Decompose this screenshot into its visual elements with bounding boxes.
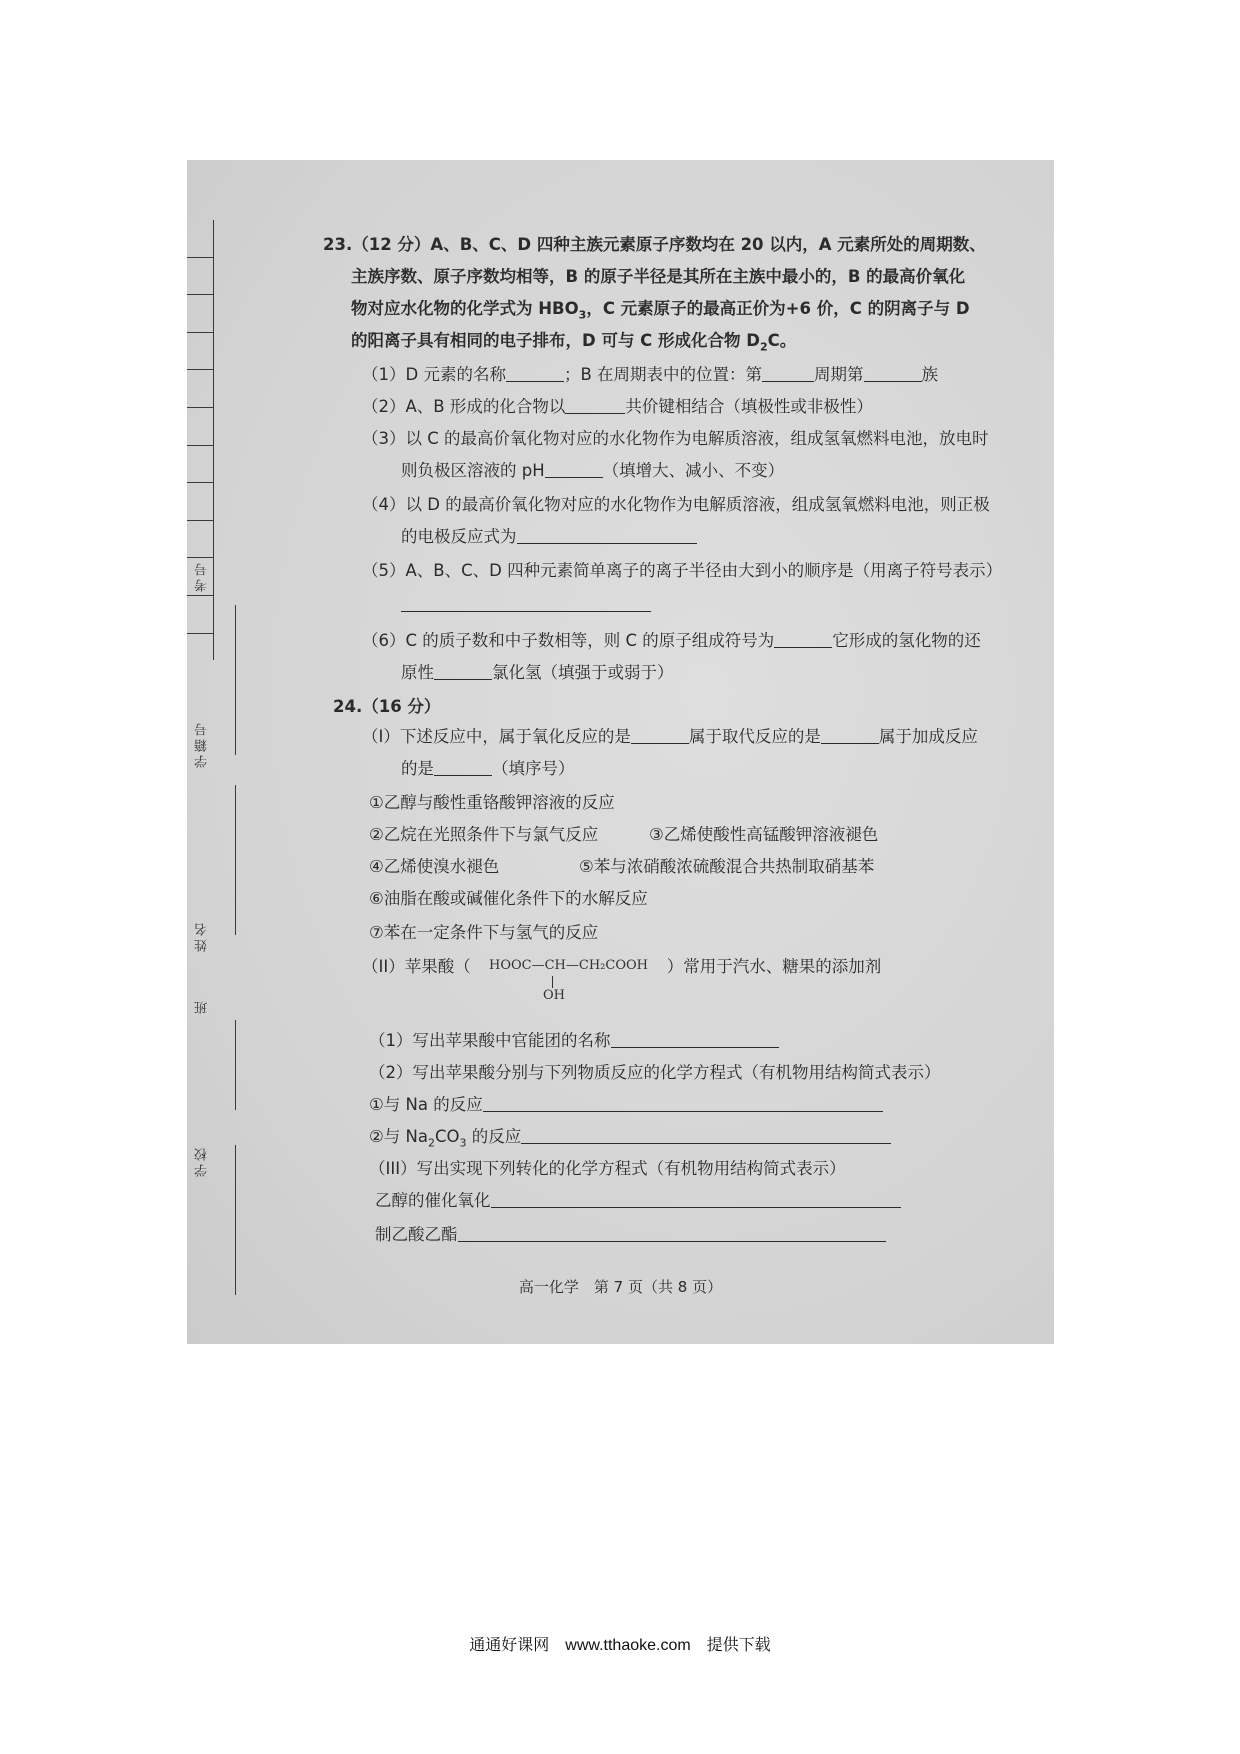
class-label: 班 (195, 998, 210, 1014)
seat-number-grid (187, 220, 214, 660)
answer-blank[interactable] (762, 365, 814, 382)
class-line (235, 1020, 236, 1110)
q24-part1b: 的是 （填序号） (401, 759, 575, 778)
q24-iii: （III）写出实现下列转化的化学方程式（有机物用结构简式表示） (369, 1159, 846, 1178)
student-no-label: 学籍号 (195, 720, 210, 768)
answer-blank[interactable] (521, 1127, 891, 1144)
q23-part6b: 原性 氯化氢（填强于或弱于） (401, 663, 674, 682)
malic-acid-structure: HOOC—CH—CH₂COOH (489, 958, 648, 973)
reaction-4: ④乙烯使溴水褪色 (369, 857, 500, 876)
q24-ii-1: （1）写出苹果酸中官能团的名称 (369, 1030, 779, 1052)
reaction-5: ⑤苯与浓硝酸浓硫酸混合共热制取硝基苯 (579, 857, 875, 876)
school-line (235, 1145, 236, 1295)
q23-part4b: 的电极反应式为 (401, 526, 697, 548)
q23-line3: 物对应水化物的化学式为 $HBO_3$，C 元素原子的最高正价为+6 价，C 的阴离子与 D (351, 299, 970, 322)
answer-blank[interactable] (545, 461, 603, 478)
answer-blank[interactable] (491, 1191, 901, 1208)
answer-blank[interactable] (611, 1031, 779, 1048)
q24-part1a: （I）下述反应中，属于氧化反应的是 属于取代反应的是 属于加成反应 (362, 727, 978, 746)
malic-acid-oh: OH (543, 988, 565, 1003)
q24-ii-2: （2）写出苹果酸分别与下列物质反应的化学方程式（有机物用结构简式表示） (369, 1063, 941, 1082)
q23-part3a: （3）以 C 的最高价氧化物对应的水化物作为电解质溶液，组成氢氧燃料电池，放电时 (362, 429, 989, 448)
q24-part2-intro: （II）苹果酸（ ）常用于汽水、糖果的添加剂 (362, 957, 882, 976)
q23-line4: 的阳离子具有相同的电子排布，D 可与 C 形成化合物 $D_2C$。 (351, 331, 797, 354)
answer-blank[interactable] (774, 631, 832, 648)
answer-blank[interactable] (864, 365, 922, 382)
download-credit: 通通好课网 www.tthaoke.com 提供下载 (469, 1637, 771, 1654)
answer-blank[interactable] (458, 1225, 886, 1242)
q24-heading: 24.（16 分） (333, 697, 441, 716)
reaction-3: ③乙烯使酸性高锰酸钾溶液褪色 (649, 825, 879, 844)
scanned-exam-photo (187, 160, 1054, 1344)
exam-no-label: 考号 (195, 560, 210, 592)
reaction-1: ①乙醇与酸性重铬酸钾溶液的反应 (369, 793, 615, 812)
name-label: 姓名 (195, 920, 210, 952)
answer-blank[interactable] (517, 527, 697, 544)
q23-line1: 23.（12 分）A、B、C、D 四种主族元素原子序数均在 20 以内，A 元素所处的周期数、 (323, 235, 986, 254)
q23-part3b: 则负极区溶液的 pH （填增大、减小、不变） (401, 461, 785, 480)
exam-no-line (235, 605, 236, 755)
q24-iii-2: 制乙酸乙酯 (375, 1224, 886, 1246)
answer-blank[interactable] (434, 663, 492, 680)
answer-blank[interactable] (401, 595, 651, 612)
reaction-7: ⑦苯在一定条件下与氢气的反应 (369, 923, 599, 942)
q23-part2: （2）A、B 形成的化合物以 共价键相结合（填极性或非极性） (362, 397, 873, 416)
q23-part1: （1）D 元素的名称 ；B 在周期表中的位置：第 周期第 族 (362, 365, 939, 384)
q23-part4a: （4）以 D 的最高价氧化物对应的水化物作为电解质溶液，组成氢氧燃料电池，则正极 (362, 495, 990, 514)
q24-iii-1: 乙醇的催化氧化 (375, 1190, 901, 1212)
school-label: 学校 (195, 1145, 210, 1177)
q23-line2: 主族序数、原子序数均相等，B 的原子半径是其所在主族中最小的，B 的最高价氧化 (351, 267, 966, 286)
student-no-line (235, 785, 236, 935)
exam-paper (187, 160, 1054, 1344)
answer-blank[interactable] (565, 397, 625, 414)
answer-blank[interactable] (506, 365, 564, 382)
answer-blank[interactable] (434, 759, 492, 776)
q24-ii-2a: ①与 Na 的反应 (369, 1094, 883, 1116)
answer-blank[interactable] (483, 1095, 883, 1112)
answer-blank[interactable] (821, 727, 879, 744)
q23-part6a: （6）C 的质子数和中子数相等，则 C 的原子组成符号为 它形成的氢化物的还 (362, 631, 981, 650)
q24-ii-2b: ②与 $Na_2CO_3$ 的反应 (369, 1126, 891, 1154)
page-footer: 高一化学 第 7 页（共 8 页） (518, 1278, 723, 1296)
answer-blank[interactable] (631, 727, 689, 744)
q23-part5a: （5）A、B、C、D 四种元素简单离子的离子半径由大到小的顺序是（用离子符号表示） (362, 561, 1003, 580)
reaction-6: ⑥油脂在酸或碱催化条件下的水解反应 (369, 889, 648, 908)
q23-part5-answer (401, 594, 651, 616)
reaction-2: ②乙烷在光照条件下与氯气反应 (369, 825, 599, 844)
malic-acid-bond (552, 976, 553, 988)
